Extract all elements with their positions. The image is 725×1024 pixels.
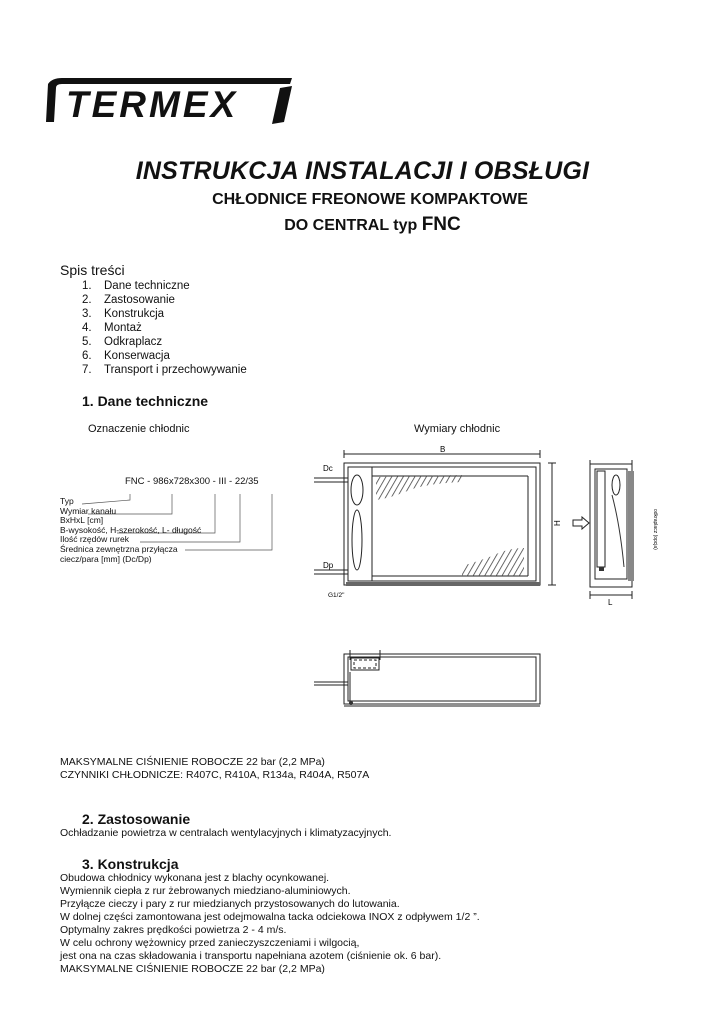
section-3-line: Optymalny zakres prędkości powietrza 2 - 4 m/s.: [60, 924, 287, 936]
toc-heading: Spis treści: [60, 262, 125, 278]
cooler-front-view-drawing: [312, 444, 572, 604]
model-code: FNC - 986x728x300 - III - 22/35: [125, 476, 259, 487]
cooler-top-view-drawing: [314, 648, 554, 710]
document-title: INSTRUKCJA INSTALACJI I OBSŁUGI: [135, 157, 590, 185]
section-3-heading: 3. Konstrukcja: [82, 856, 179, 872]
section-3-line: W celu ochrony wężownicy przed zanieczyszczeniami i wilgocią,: [60, 937, 360, 949]
table-of-contents: [82, 279, 247, 377]
svg-text:Dp: Dp: [323, 561, 334, 570]
document-subtitle-model: [0, 214, 725, 236]
toc-item: 5. Odkraplacz: [82, 336, 163, 348]
section-3-line: Przyłącze cieczy i pary z rur miedzianych przystosowanych do lutowania.: [60, 898, 400, 910]
section-3-line: Obudowa chłodnicy wykonana jest z blachy ocynkowanej.: [60, 872, 330, 884]
svg-text:H: H: [553, 520, 562, 526]
svg-text:G1/2": G1/2": [328, 592, 345, 599]
svg-text:odkraplacz (opcja): odkraplacz (opcja): [652, 509, 658, 550]
toc-item: 6. Konserwacja: [82, 350, 170, 362]
section-3-line: Wymiennik ciepła z rur żebrowanych miedziano-aluminiowych.: [60, 885, 351, 897]
toc-item: 4. Montaż: [82, 322, 142, 334]
pressure-note: MAKSYMALNE CIŚNIENIE ROBOCZE 22 bar (2,2 MPa): [60, 756, 325, 768]
caption-dimensions: Wymiary chłodnic: [414, 423, 501, 435]
caption-designation: Oznaczenie chłodnic: [88, 423, 190, 435]
subtitle-model: FNC: [421, 214, 461, 235]
section-3-line: MAKSYMALNE CIŚNIENIE ROBOCZE 22 bar (2,2 MPa): [60, 963, 325, 975]
section-2-heading: 2. Zastosowanie: [82, 811, 191, 827]
section-1-heading: 1. Dane techniczne: [82, 393, 209, 409]
section-3-line: W dolnej części zamontowana jest odejmowalna tacka odciekowa INOX z odpływem 1/2 ”.: [60, 911, 480, 923]
termex-logo: [44, 76, 294, 126]
toc-item: 3. Konstrukcja: [82, 308, 165, 320]
toc-item: 1. Dane techniczne: [82, 280, 190, 292]
cooler-side-view-drawing: [584, 455, 664, 605]
subtitle-prefix: DO CENTRAL typ: [284, 217, 422, 234]
svg-text:L: L: [608, 598, 613, 605]
toc-item: 2. Zastosowanie: [82, 294, 175, 306]
section-3-text: [60, 872, 480, 976]
refrigerants-note: CZYNNIKI CHŁODNICZE: R407C, R410A, R134a, R404A, R507A: [60, 769, 370, 781]
designation-legend: Typ Wymiar kanału BxHxL [cm] B-wysokość, H-szerokość, L- długość Ilość rzędów rurek Średnica zewnętrzna przyłącza ciecz/para [mm] (Dc/Dp): [60, 496, 202, 564]
svg-text:Dc: Dc: [323, 464, 333, 473]
section-2-text: Ochładzanie powietrza w centralach wentylacyjnych i klimatyzacyjnych.: [60, 827, 392, 839]
svg-text:TERMEX: TERMEX: [66, 84, 239, 125]
svg-text:B: B: [440, 445, 446, 454]
document-subtitle: CHŁODNICE FREONOWE KOMPAKTOWE: [212, 191, 528, 208]
section-3-line: jest ona na czas składowania i transportu napełniana azotem (ciśnienie ok. 6 bar).: [60, 950, 442, 962]
toc-item: 7. Transport i przechowywanie: [82, 364, 247, 376]
